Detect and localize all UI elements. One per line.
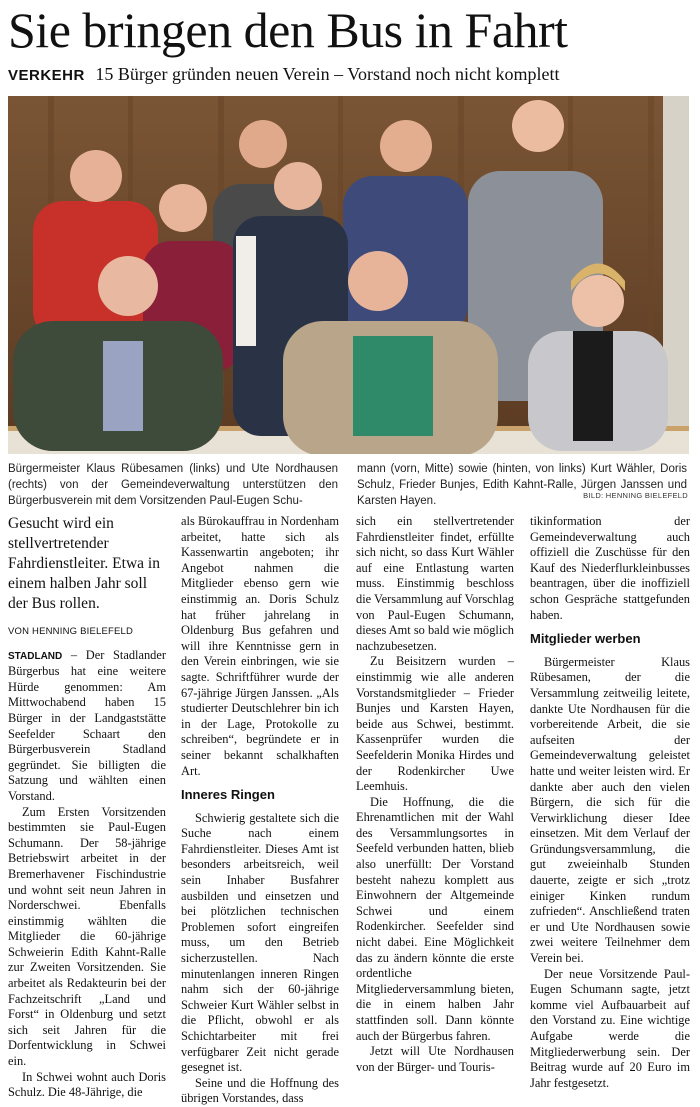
paragraph: Zu Beisitzern wurden – einstimmig wie alle anderen Vorstandsmitglieder – Frieder Bunjes und Karsten Hayen, beide aus Schwei, bestimmt. Kassenprüfer wurden die Seefelderin Monika Hirdes und der Rodenkircher Uwe Leemhuis. bbox=[356, 654, 514, 794]
paragraph: Die Hoffnung, die die Ehrenamtlichen mit der Wahl des Versammlungsortes in Seefeld verbunden hatten, blieb also unerfüllt: Der Vorstand besteht nahezu komplett aus Einwohnern der Altgemeinde Schwei und einem Rodenkircher. Seefelder sind nicht dabei. Eine Möglichkeit das zu ändern könnte die erste ordentliche Mitgliederversammlung bieten, die in einem halben Jahr stattfinden soll. Dann könnte auch der Bürgerbus fahren. bbox=[356, 794, 514, 1043]
article-column-2 bbox=[181, 514, 339, 1107]
article-author: VON HENNING BIELEFELD bbox=[8, 626, 134, 637]
paragraph: Der neue Vorsitzende Paul-Eugen Schumann sagte, jetzt komme viel Aufbauarbeit auf den Vorstand zu. Eine wichtige Aufgabe werde die Mitgliederwerbung sein. Der Beitrag wurde auf 20 Euro im Jahr festgesetzt. bbox=[530, 966, 690, 1090]
article-dateline: STADLAND bbox=[8, 650, 63, 662]
paragraph: tikinformation der Gemeindeverwaltung auch offiziell die Zuschüsse für den Kauf des Niederflurkleinbusses beantragen, über die inoffiziell schon Gespräche stattgefunden haben. bbox=[530, 514, 690, 622]
article-teaser: Gesucht wird ein stellvertretender Fahrdienstleiter. Etwa in einem halben Jahr soll der Bus rollen. bbox=[8, 515, 160, 612]
paragraph: als Bürokauffrau in Nordenham arbeitet, hatte sich als Kassenwartin angeboten; ihr Angebot nahmen die Mitglieder ebenso gern wie einstimmig an. Doris Schulz hat früher jahrelang in Oldenburg Bus gefahren und will ihre Kenntnisse gern in den Verein einbringen, wie sie sagte. Schriftführer wurde der 67-jährige Jürgen Janssen. „Als studierter Deutschlehrer bin ich in der Lage, Protokolle zu schreiben“, begründete er in seiner bekannt schalkhaften Art. bbox=[181, 514, 339, 778]
subhead-inneres-ringen: Inneres Ringen bbox=[181, 787, 275, 803]
article-headline: Sie bringen den Bus in Fahrt bbox=[8, 2, 568, 58]
subheadline: 15 Bürger gründen neuen Verein – Vorstand noch nicht komplett bbox=[95, 64, 560, 84]
subhead-mitglieder-werben: Mitglieder werben bbox=[530, 631, 641, 647]
group-photo bbox=[8, 96, 689, 454]
paragraph: Jetzt will Ute Nordhausen von der Bürger- und Touris- bbox=[356, 1044, 514, 1074]
article-column-1 bbox=[8, 514, 166, 1101]
photo-credit: BILD: HENNING BIELEFELD bbox=[583, 491, 688, 500]
paragraph: Seine und die Hoffnung des übrigen Vorstandes, dass bbox=[181, 1075, 339, 1106]
photo-caption-right: mann (vorn, Mitte) sowie (hinten, von links) Kurt Wähler, Doris Schulz, Frieder Bunjes, Edith Kahnt-Ralle, Jürgen Janssen und Karsten Hayen. bbox=[357, 463, 687, 507]
paragraph: Bürgermeister Klaus Rübesamen, der die Versammlung zeitweilig leitete, dankte Ute Nordhausen für die vorbereitende Arbeit, die sie aufseiten der Gemeindeverwaltung geleistet hatte und weiter leisten wird. Er dankte aber auch den vielen Bürgern, die sich für die Verwirklichung dieser Idee einsetzen. Mit dem Verlauf der Gründungsversammlung, die gut zweieinhalb Stunden dauerte, zeigte er sich „trotz einiger Kinken rundum zufrieden“. Anschließend traten er und Ute Nordhausen sowie zwei weitere Teilnehmer dem Verein bei. bbox=[530, 654, 690, 966]
paragraph: In Schwei wohnt auch Doris Schulz. Die 48-Jährige, die bbox=[8, 1069, 166, 1100]
photo-caption-left: Bürgermeister Klaus Rübesamen (links) und Ute Nordhausen (rechts) von der Gemeindeverwaltung unterstützen den Bürgerbusverein mit dem Vorsitzenden Paul-Eugen Schu- bbox=[8, 463, 338, 507]
paragraph: sich ein stellvertretender Fahrdienstleiter findet, erfüllte sich nicht, so dass Kurt Wähler auf eine Entlastung warten muss. Einstimmig beschloss die Versammlung auf Vorschlag von Paul-Eugen Schumann, dieses Amt so bald wie möglich nachzubesetzen. bbox=[356, 514, 514, 653]
paragraph: Zum Ersten Vorsitzenden bestimmten sie Paul-Eugen Schumann. Der 58-jährige Betriebswirt arbeitet in der Bremerhavener Fischindustrie und wohnt seit neun Jahren in Norderschwei. Ebenfalls einstimmig wählten die Mitglieder die 60-jährige Schweierin Edith Kahnt-Ralle zur Zweiten Vorsitzenden. Sie arbeitet als Redakteurin bei der Fachzeitschrift „Land und Forst“ in Oldenburg und setzt sich seit Jahren für die Dorfentwicklung in Schwei ein. bbox=[8, 804, 166, 1069]
group-photo-illustration bbox=[8, 96, 689, 454]
subheadline-line bbox=[8, 62, 698, 88]
article-column-3 bbox=[356, 514, 514, 1075]
article-column-4 bbox=[530, 514, 690, 1091]
section-kicker: VERKEHR bbox=[8, 67, 85, 84]
paragraph: Schwierig gestaltete sich die Suche nach einem Fahrdienstleiter. Dieses Amt ist besonders arbeitsreich, weil sein Inhaber Busfahrer ausbilden und einsetzen und bei plötzlichen technischen Problemen sofort eingreifen muss, um den Betrieb sicherzustellen. Nach minutenlangen inneren Ringen nahm sich der 60-jährige Schweier Kurt Wähler selbst in die Pflicht, obwohl er als Schichtarbeiter mit frei verfügbarer Zeit nicht gerade gesegnet ist. bbox=[181, 810, 339, 1075]
paragraph: STADLAND – Der Stadlander Bürgerbus hat eine weitere Hürde genommen: Am Mittwochabend haben 15 Bürger in der Landgaststätte Seefelder Schaart den Bürgerbusverein Stadland gegründet. Sie billigten die Satzung und wählten einen Vorstand. bbox=[8, 647, 166, 803]
